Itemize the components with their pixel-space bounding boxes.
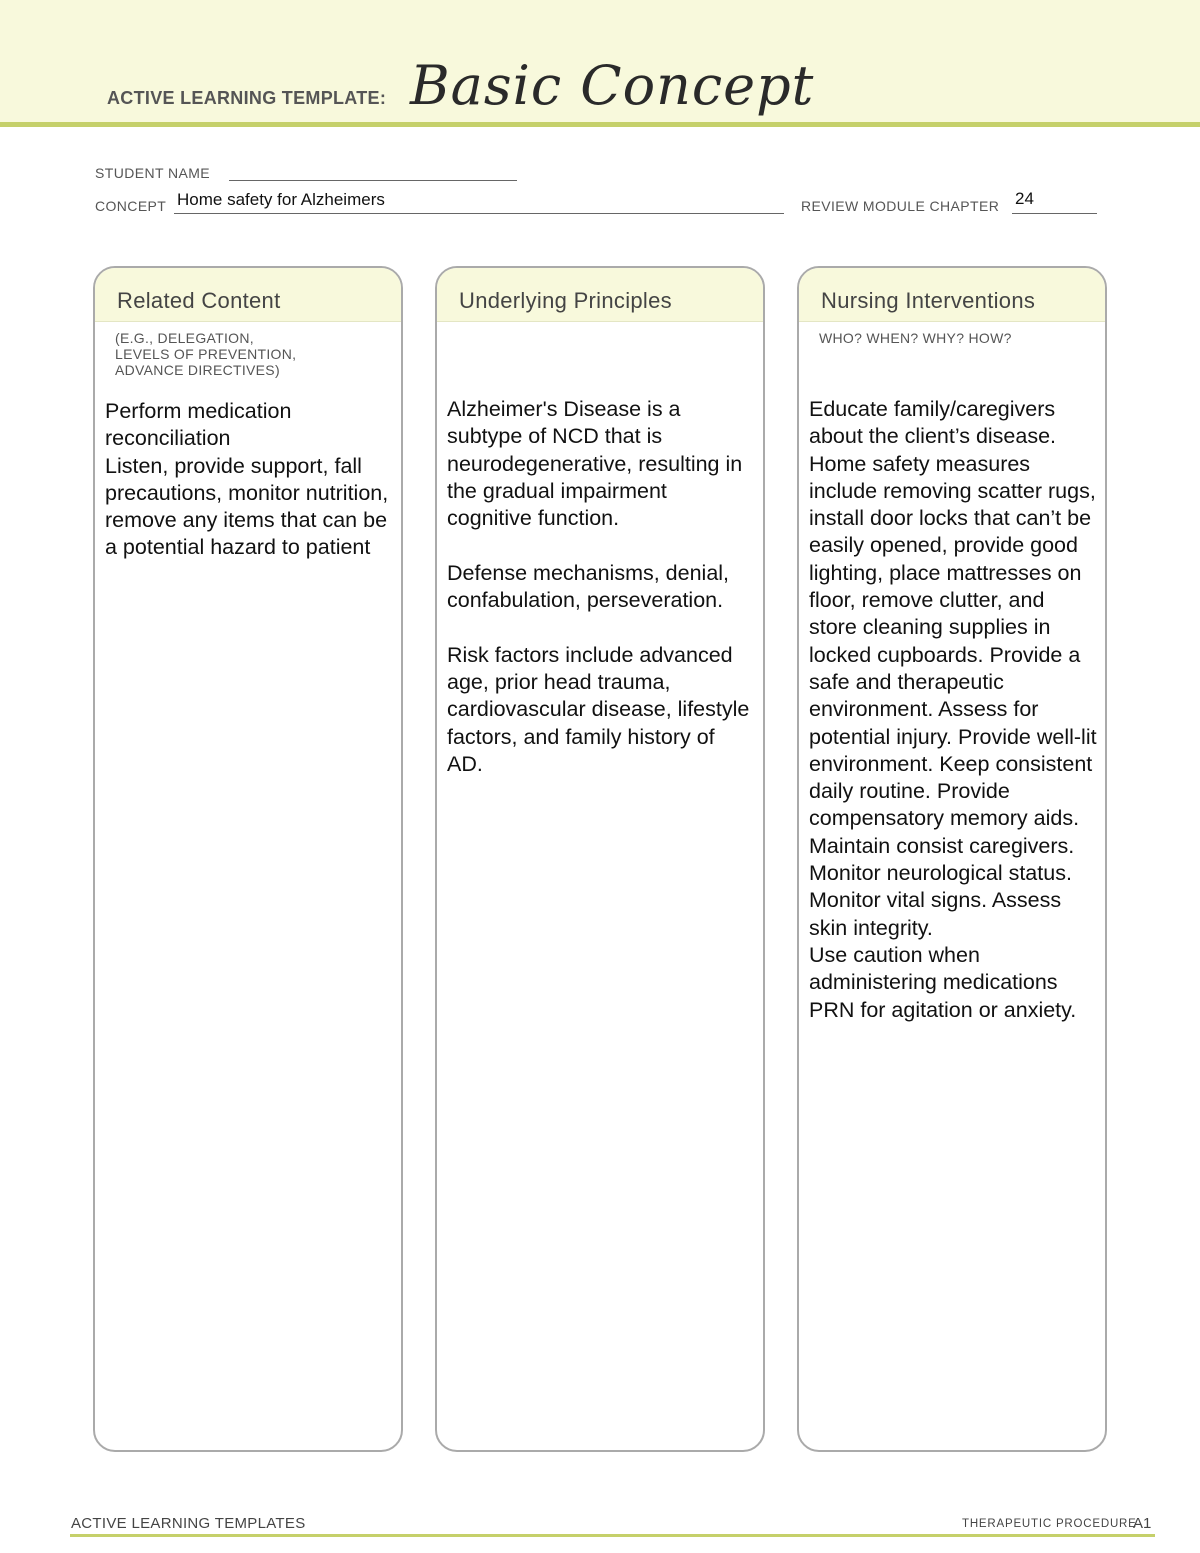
- underlying-principles-panel: [435, 266, 765, 1452]
- paragraph: Listen, provide support, fall precautions, monitor nutrition, remove any items that can be a potential hazard to patient: [105, 453, 389, 560]
- concept-field[interactable]: [174, 213, 784, 214]
- header-rule: [0, 122, 1200, 127]
- hint-line: ADVANCE DIRECTIVES): [115, 362, 280, 378]
- underlying-principles-title: Underlying Principles: [437, 268, 763, 322]
- paragraph: Risk factors include advanced age, prior head trauma, cardiovascular disease, lifestyle factors, and family history of AD.: [447, 642, 750, 776]
- paragraph: Use caution when administering medications PRN for agitation or anxiety.: [809, 942, 1077, 1022]
- nursing-interventions-hint: WHO? WHEN? WHY? HOW?: [819, 330, 1012, 346]
- hint-line: LEVELS OF PREVENTION,: [115, 346, 297, 362]
- page-number: A1: [1133, 1515, 1152, 1532]
- nursing-interventions-title: Nursing Interventions: [799, 268, 1105, 322]
- related-content-title: Related Content: [95, 268, 401, 322]
- related-content-panel: [93, 266, 403, 1452]
- review-chapter-value: 24: [1015, 189, 1034, 208]
- footer-rule: [70, 1534, 1155, 1537]
- template-label: ACTIVE LEARNING TEMPLATE:: [107, 88, 387, 108]
- nursing-interventions-panel: [797, 266, 1107, 1452]
- template-title: Basic Concept: [410, 54, 815, 117]
- related-content-text[interactable]: [105, 398, 393, 562]
- paragraph: Educate family/caregivers about the client’s disease. Home safety measures include removing scatter rugs, install door locks that can’t be easily opened, provide good lighting, place mattresses on floor, remove clutter, and store cleaning supplies in locked cupboards. Provide a safe and therapeutic environment. Assess for potential injury. Provide well-lit environment. Keep consistent daily routine. Provide compensatory memory aids. Maintain consist caregivers. Monitor neurological status. Monitor vital signs. Assess skin integrity.: [809, 397, 1097, 940]
- student-name-label: STUDENT NAME: [95, 165, 210, 181]
- review-chapter-label: REVIEW MODULE CHAPTER: [801, 198, 1000, 214]
- hint-line: (E.G., DELEGATION,: [115, 330, 254, 346]
- concept-value: Home safety for Alzheimers: [177, 190, 385, 209]
- student-name-field[interactable]: [229, 180, 517, 181]
- paragraph: Perform medication reconciliation: [105, 399, 292, 451]
- related-content-hint: [95, 322, 401, 378]
- concept-label: CONCEPT: [95, 198, 167, 214]
- review-chapter-field[interactable]: [1012, 213, 1097, 214]
- footer-left: ACTIVE LEARNING TEMPLATES: [71, 1515, 306, 1532]
- footer-right: THERAPEUTIC PROCEDURE: [962, 1518, 1137, 1530]
- underlying-principles-text[interactable]: [447, 396, 755, 805]
- paragraph: Defense mechanisms, denial, confabulation, perseveration.: [447, 560, 730, 613]
- paragraph: Alzheimer's Disease is a subtype of NCD that is neurodegenerative, resulting in the gradual impairment cognitive function.: [447, 397, 743, 531]
- nursing-interventions-text[interactable]: [809, 396, 1097, 1024]
